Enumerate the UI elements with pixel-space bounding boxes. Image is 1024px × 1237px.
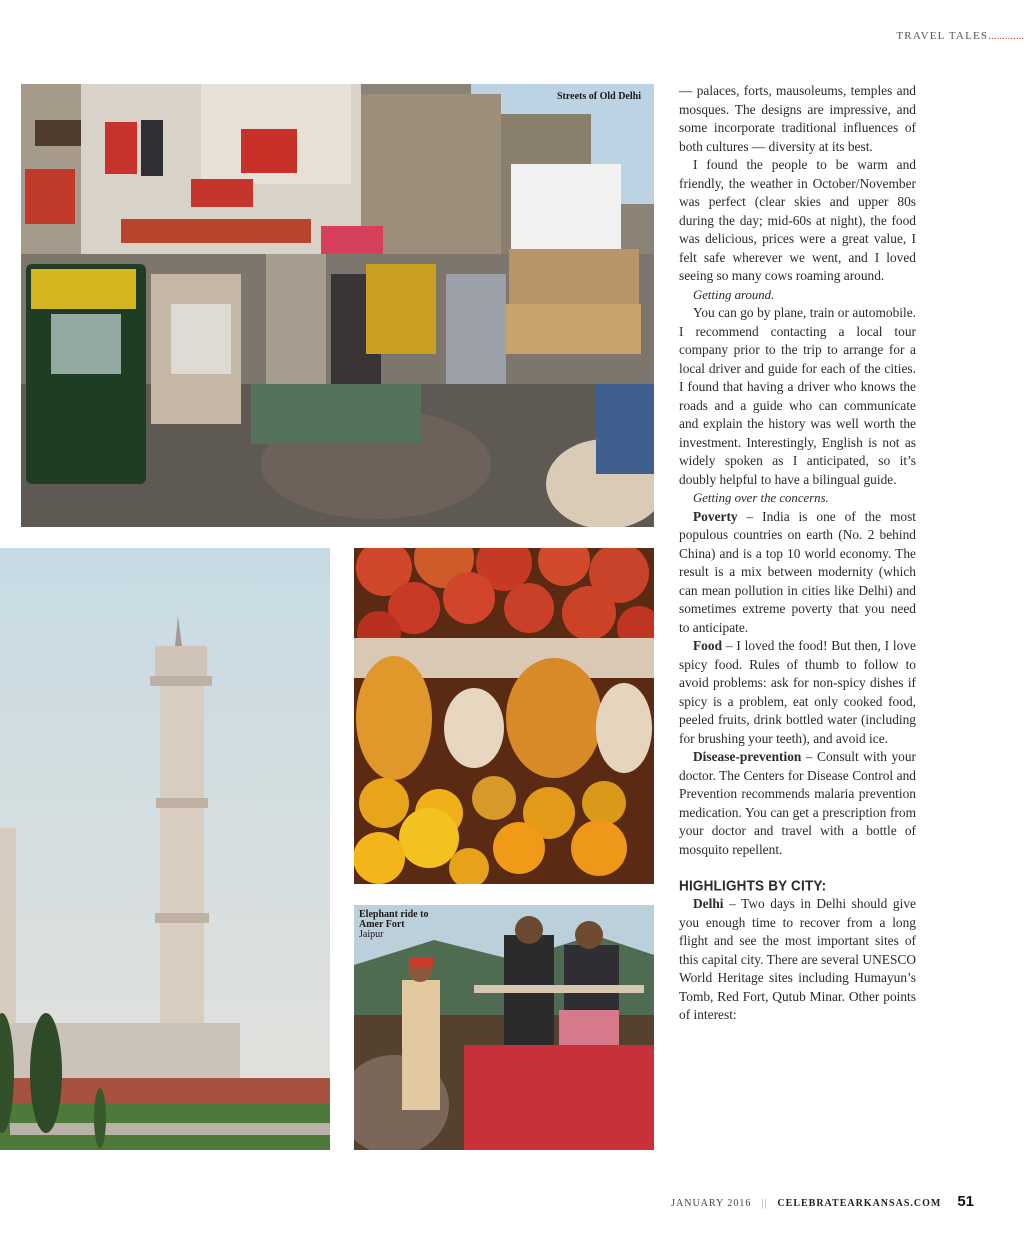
delhi-label: Delhi [693,896,724,911]
fruit-market-photo [354,548,654,884]
elephant-photo-caption-title: Elephant ride to Amer Fort [359,909,429,930]
elephant-ride-photo [354,905,654,1150]
poverty-label: Poverty [693,508,738,524]
highlights-heading: HIGHLIGHTS BY CITY: [679,877,827,894]
disease-paragraph [679,748,916,859]
street-photo [21,84,654,527]
page-footer [671,1193,974,1210]
street-scene-image [21,84,654,527]
delhi-paragraph [679,895,916,1025]
section-label-dots: ............. [988,30,1024,42]
taj-minaret-image [0,548,330,1150]
section-label-text: TRAVEL TALES [896,30,989,42]
footer-issue: JANUARY 2016 [671,1198,752,1209]
food-text: – I loved the food! But then, I love spicy food. Rules of thumb to follow to avoid problems: ask for non-spicy dishes if spicy is a problem, eat only cooked food, peeled fruits, drink bottled water (including for brushing your teeth), and avoid ice. [679,638,916,746]
page-number: 51 [957,1193,974,1210]
article-paragraph-2: I found the people to be warm and friendly, the weather in October/November was perfect (clear skies and upper 80s during the day; mid-60s at night), the food was delicious, prices were a great value, I felt safe wherever we went, and I loved seeing so many cows roaming around. [679,157,916,283]
footer-separator: || [761,1198,768,1209]
elephant-ride-image [354,905,654,1150]
article-paragraph-1: — palaces, forts, mausoleums, temples and mosques. The designs are impressive, and some incorporate traditional influences of both cultures — diversity at its best. [679,83,916,154]
section-label [896,30,1024,42]
disease-label: Disease-prevention [693,749,802,764]
article-column [679,82,916,1025]
elephant-photo-caption-place: Jaipur [359,929,384,940]
subhead-getting-around: Getting around. [693,287,775,302]
street-photo-caption-text: Streets of Old Delhi [557,91,641,102]
food-paragraph [679,637,916,748]
poverty-text: – India is one of the most populous countries on earth (No. 2 behind China) and is a top 10 world economy. The result is a mix between modernity (which can mean pollution in cities like Delhi) and sometimes extreme poverty that you need to anticipate. [679,508,916,635]
subhead-concerns: Getting over the concerns. [693,491,829,505]
delhi-text: – Two days in Delhi should give you enough time to recover from a long flight and see the most important sites of this capital city. There are several UNESCO World Heritage sites including Humayun’s Tomb, Red Fort, Qutub Minar. Other points of interest: [679,896,916,1022]
taj-minaret-photo [0,548,330,1150]
footer-site: CELEBRATEARKANSAS.COM [777,1198,942,1209]
food-label: Food [693,638,723,653]
street-photo-caption [557,92,641,102]
article-paragraph-3: You can go by plane, train or automobile. I recommend contacting a local tour company prior to the trip to arrange for a local driver and guide for each of the cities. I found that having a driver who knows the roads and a guide who can communicate and explain the history was well worth the investment. Interestingly, English is not as widely spoken as I anticipated, so it’s doubly helpful to have a bilingual guide. [679,305,916,487]
fruit-market-image [354,548,654,884]
elephant-photo-caption [359,910,449,940]
poverty-paragraph [679,508,916,638]
disease-text: – Consult with your doctor. The Centers for Disease Control and Prevention recommends malaria prevention medication. You can get a prescription from your doctor and travel with a bottle of mosquito repellent. [679,749,916,857]
